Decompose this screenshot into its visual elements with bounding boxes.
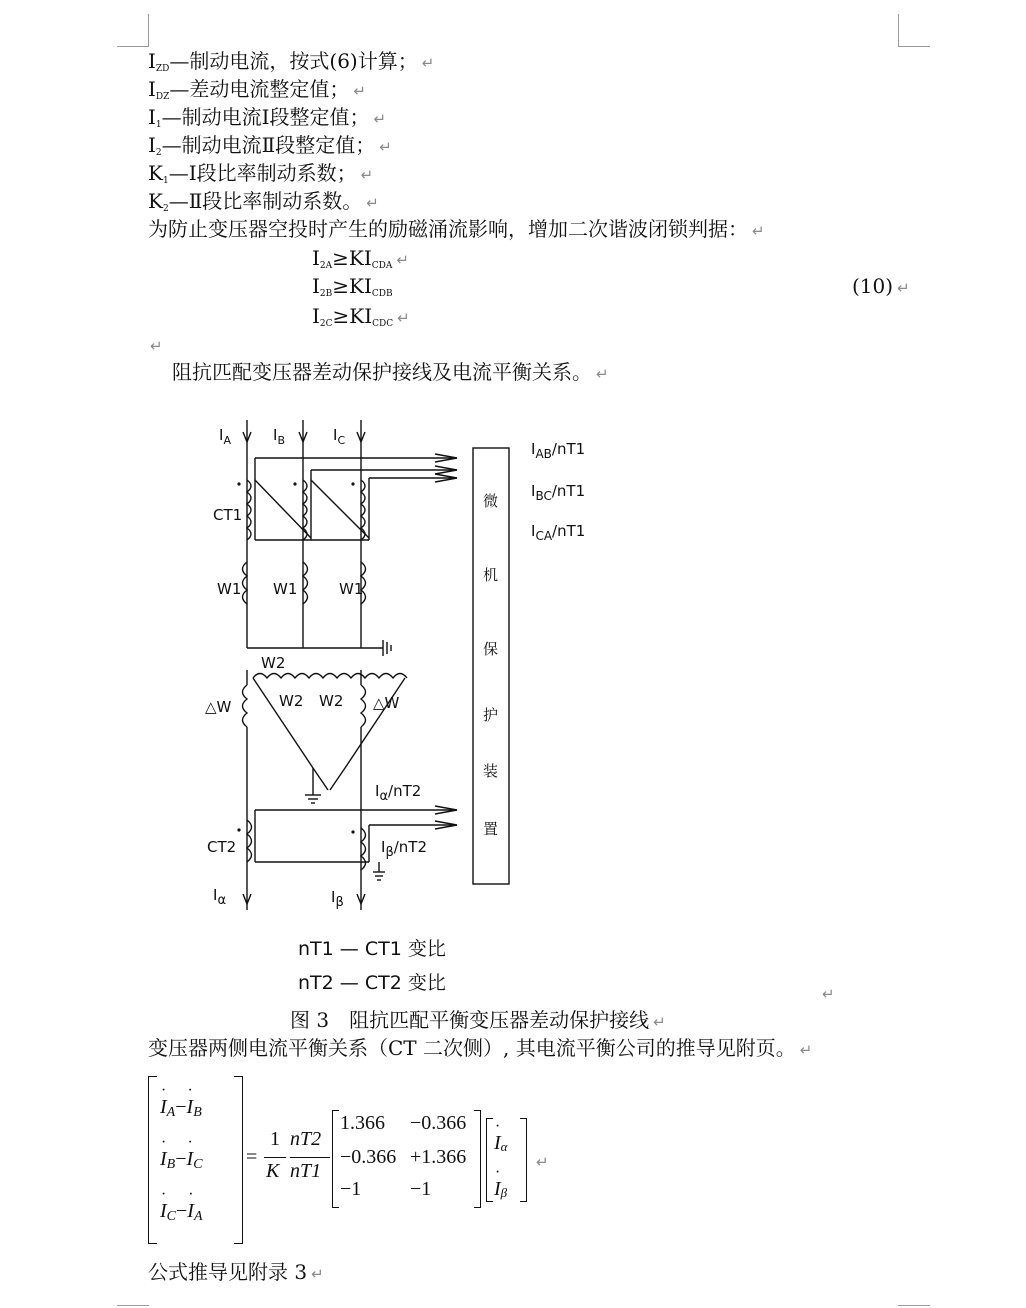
device-char: 保: [483, 640, 499, 658]
equation-number: (10) ↵: [852, 274, 910, 298]
crop-mark-tl-v: [148, 14, 149, 47]
input-label-a: $I_A$: [219, 426, 231, 447]
crop-mark-br-h: [898, 1305, 930, 1306]
criterion-line: $I_{2B}\ge KI_{CDB}$: [312, 274, 393, 299]
definition-line: $K_1—Ⅰ$段比率制动系数； ↵: [148, 161, 374, 186]
vector-entry: · Iβ: [494, 1176, 507, 1201]
crop-mark-tr-v: [898, 14, 899, 47]
matrix-coeff: −1: [340, 1178, 362, 1200]
return-mark: ↵: [536, 1153, 549, 1171]
matrix-coeff: 1.366: [340, 1112, 385, 1134]
w1-label: W1: [273, 580, 298, 598]
definition-line: $I_{DZ}—$差动电流整定值； ↵: [148, 77, 366, 102]
device-char: 机: [483, 566, 499, 584]
w2-label: W2: [319, 692, 344, 710]
matrix-coeff: −0.366: [410, 1112, 467, 1134]
fraction-denominator: nT1: [290, 1160, 322, 1182]
appendix-note: 公式推导见附录 3 ↵: [148, 1260, 324, 1284]
lhs-row: · IC−· IA: [160, 1198, 203, 1225]
section-heading: 阻抗匹配变压器差动保护接线及电流平衡关系。 ↵: [172, 360, 609, 384]
device-char: 置: [483, 820, 499, 838]
legend-nt2: nT2 — CT2 变比: [298, 972, 446, 994]
device-char: 装: [483, 762, 499, 780]
delta-w-label: △W: [373, 694, 400, 712]
matrix-equation: [148, 1072, 568, 1244]
matrix-coeff: −0.366: [340, 1146, 397, 1168]
legend-nt1: nT1 — CT1 变比: [298, 938, 446, 960]
w2-label: W2: [279, 692, 304, 710]
w2-label: W2: [261, 654, 286, 672]
protection-device-box: [473, 448, 509, 884]
empty-paragraph-mark: ↵: [822, 985, 835, 1003]
ct1-label: CT1: [213, 506, 243, 524]
output-label-ca: $I_{CA}/nT1$: [531, 522, 586, 543]
alpha-current-label: Iα/nT2: [375, 782, 422, 804]
definition-line: $K_2—Ⅱ$段比率制动系数。 ↵: [148, 189, 379, 214]
criterion-line: $I_{2A}\ge KI_{CDA}$ ↵: [312, 246, 409, 271]
device-char: 护: [483, 706, 499, 724]
ct2-label: CT2: [207, 838, 237, 856]
equals-sign: =: [246, 1146, 258, 1168]
vector-entry: · Iα: [494, 1130, 508, 1155]
delta-w-label: △W: [205, 698, 232, 716]
fraction-numerator: nT2: [290, 1128, 322, 1150]
paragraph-balance: 变压器两侧电流平衡关系（CT 二次侧）, 其电流平衡公司的推导见附页。 ↵: [148, 1036, 813, 1060]
bottom-alpha-label: Iα: [213, 886, 227, 908]
crop-mark-bl-h: [117, 1305, 149, 1306]
w1-label: W1: [217, 580, 242, 598]
fraction-numerator: 1: [270, 1128, 280, 1150]
lhs-row: · IA−· IB: [160, 1094, 202, 1121]
empty-paragraph-mark: ↵: [150, 337, 163, 355]
input-label-b: $I_B$: [273, 426, 285, 447]
criterion-line: $I_{2C}\ge KI_{CDC}$ ↵: [312, 304, 410, 329]
w1-label: W1: [339, 580, 364, 598]
matrix-coeff: +1.366: [410, 1146, 467, 1168]
output-label-bc: $I_{BC}/nT1$: [531, 482, 586, 503]
definition-line: $I_1—$制动电流Ⅰ段整定值； ↵: [148, 105, 387, 130]
definition-line: $I_{ZD}—$制动电流，按式(6)计算； ↵: [148, 49, 435, 74]
circuit-diagram: [195, 410, 625, 920]
delta-w-right: [361, 685, 366, 727]
device-char: 微: [483, 492, 499, 510]
crop-mark-tr-h: [898, 46, 930, 47]
paragraph-harmonic: 为防止变压器空投时产生的励磁涌流影响，增加二次谐波闭锁判据： ↵: [148, 217, 765, 241]
bottom-beta-label: Iβ: [331, 888, 344, 910]
lhs-row: · IB−· IC: [160, 1146, 203, 1173]
delta-w-left: [243, 685, 248, 727]
input-label-c: $I_C$: [333, 426, 346, 447]
figure-caption: 图 3 阻抗匹配平衡变压器差动保护接线 ↵: [290, 1008, 666, 1032]
matrix-coeff: −1: [410, 1178, 432, 1200]
output-label-ab: $I_{AB}/nT1$: [531, 440, 586, 461]
fraction-denominator: K: [266, 1160, 280, 1182]
definition-line: $I_2—$制动电流Ⅱ段整定值； ↵: [148, 133, 392, 158]
beta-current-label: Iβ/nT2: [381, 838, 428, 860]
w2-top-winding: [253, 674, 407, 679]
crop-mark-tl-h: [117, 46, 149, 47]
